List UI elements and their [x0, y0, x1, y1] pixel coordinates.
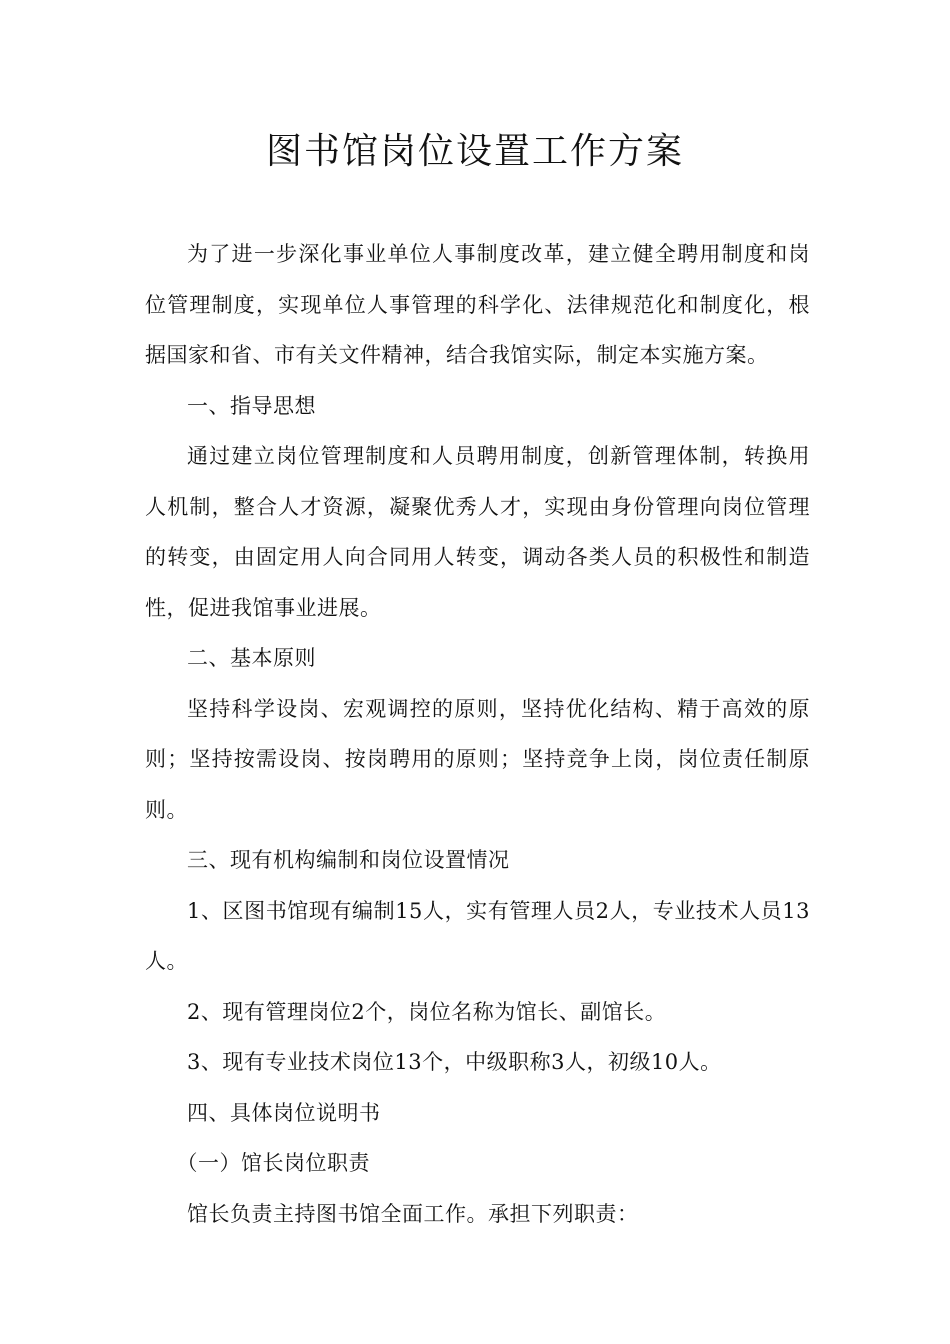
subsection-heading-director-duties: （一）馆长岗位职责 — [176, 1151, 370, 1175]
section-paragraph-basic-principles: 坚持科学设岗、宏观调控的原则，坚持优化结构、精于高效的原则；坚持按需设岗、按岗聘用的原则；坚持竞争上岗，岗位责任制原则。 — [145, 696, 810, 822]
staffing-item-3: 3、现有专业技术岗位13个，中级职称3人，初级10人。 — [187, 1050, 722, 1074]
section-heading-basic-principles: 二、基本原则 — [187, 646, 316, 670]
section-heading-job-descriptions: 四、具体岗位说明书 — [187, 1100, 381, 1125]
document-title: 图书馆岗位设置工作方案 — [265, 131, 684, 172]
intro-paragraph: 为了进一步深化事业单位人事制度改革，建立健全聘用制度和岗位管理制度，实现单位人事管理的科学化、法律规范化和制度化，根据国家和省、市有关文件精神，结合我馆实际，制定本实施方案。 — [145, 242, 810, 367]
section-paragraph-guiding-ideology: 通过建立岗位管理制度和人员聘用制度，创新管理体制，转换用人机制，整合人才资源，凝聚优秀人才，实现由身份管理向岗位管理的转变，由固定用人向合同用人转变，调动各类人员的积极性和制造性，促进我馆事业进展。 — [145, 444, 810, 620]
section-heading-guiding-ideology: 一、指导思想 — [187, 393, 316, 418]
staffing-item-1: 1、区图书馆现有编制15人，实有管理人员2人，专业技术人员13人。 — [145, 898, 810, 973]
staffing-item-2: 2、现有管理岗位2个，岗位名称为馆长、副馆长。 — [187, 999, 667, 1024]
document-body — [145, 229, 810, 1239]
section-heading-current-staffing: 三、现有机构编制和岗位设置情况 — [187, 848, 510, 872]
director-duties-paragraph: 馆长负责主持图书馆全面工作。承担下列职责： — [187, 1201, 639, 1226]
